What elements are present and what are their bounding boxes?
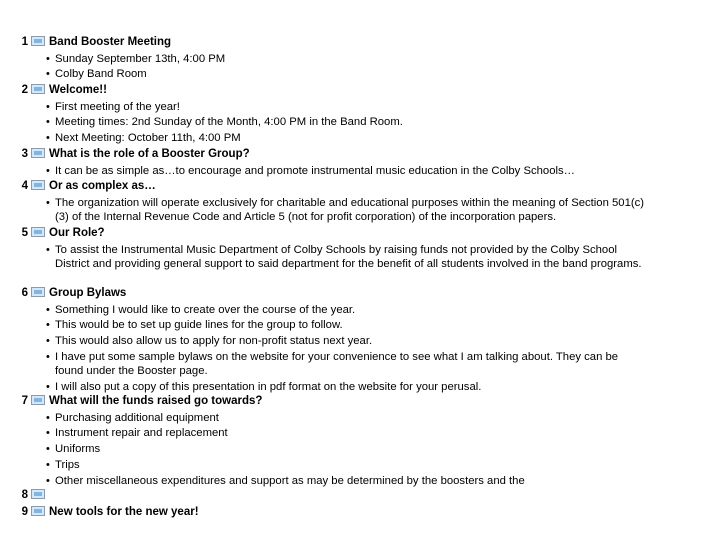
bullet-dot-icon: •	[46, 196, 50, 209]
bullet-item: • Purchasing additional equipment	[46, 411, 219, 424]
bullet-dot-icon: •	[46, 116, 50, 129]
bullet-item: • Meeting times: 2nd Sunday of the Month, 4:00 PM in the Band Room.	[46, 116, 403, 129]
slide-number: 2	[21, 84, 28, 96]
slide-title: What is the role of a Booster Group?	[49, 148, 250, 160]
slide-number: 7	[21, 395, 28, 407]
bullet-dot-icon: •	[46, 132, 50, 145]
slide-number: 9	[21, 506, 28, 518]
bullet-dot-icon: •	[46, 100, 50, 113]
slide-thumbnail-icon[interactable]	[31, 489, 45, 499]
bullet-item: • I will also put a copy of this presentation in pdf format on the website for your perusal.	[46, 380, 482, 393]
bullet-item: • Sunday September 13th, 4:00 PM	[46, 52, 226, 65]
slide-title: Our Role?	[49, 227, 105, 239]
slide-1[interactable]	[0, 34, 720, 82]
bullet-list	[0, 196, 720, 224]
slide-7[interactable]	[0, 393, 720, 488]
bullet-list	[0, 164, 720, 178]
bullet-dot-icon: •	[46, 68, 50, 81]
slide-2[interactable]	[0, 82, 720, 145]
slide-thumbnail-icon[interactable]	[31, 395, 45, 405]
slide-title: Group Bylaws	[49, 287, 127, 299]
bullet-item: • This would also allow us to apply for non-profit status next year.	[46, 335, 373, 348]
slide-title: What will the funds raised go towards?	[49, 395, 263, 407]
bullet-dot-icon: •	[46, 427, 50, 440]
bullet-dot-icon: •	[46, 458, 50, 471]
bullet-list	[0, 303, 720, 395]
bullet-item: • The organization will operate exclusively for charitable and educational purposes within the meaning of Section 501(c)(3) of the Internal Revenue Code and Article 5 (not for profit corporation) of the incorporation papers.	[46, 196, 645, 223]
slide-8[interactable]	[0, 487, 720, 503]
bullet-dot-icon: •	[46, 319, 50, 332]
slide-9[interactable]	[0, 504, 720, 520]
bullet-dot-icon: •	[46, 303, 50, 316]
bullet-item: • This would be to set up guide lines for the group to follow.	[46, 319, 343, 332]
slide-thumbnail-icon[interactable]	[31, 180, 45, 190]
slide-thumbnail-icon[interactable]	[31, 287, 45, 297]
bullet-dot-icon: •	[46, 380, 50, 393]
bullet-list	[0, 243, 720, 271]
slide-number: 1	[21, 36, 28, 48]
slide-6[interactable]	[0, 285, 720, 394]
slide-thumbnail-icon[interactable]	[31, 148, 45, 158]
slide-thumbnail-icon[interactable]	[31, 506, 45, 516]
bullet-item: • First meeting of the year!	[46, 100, 180, 113]
bullet-item: • Colby Band Room	[46, 68, 147, 81]
bullet-dot-icon: •	[46, 243, 50, 256]
slide-number: 5	[21, 227, 28, 239]
slide-number: 6	[21, 287, 28, 299]
slide-title: New tools for the new year!	[49, 506, 199, 518]
bullet-item: • To assist the Instrumental Music Department of Colby Schools by raising funds not provided by the Colby School District and providing general support to said department for the benefit of all students involved in the band programs.	[46, 243, 642, 270]
slide-title: Or as complex as…	[49, 180, 156, 192]
slide-title: Welcome!!	[49, 84, 107, 96]
bullet-item: • Trips	[46, 458, 80, 471]
bullet-item: • I have put some sample bylaws on the website for your convenience to see what I am talking about. They can be found under the Booster page.	[46, 350, 619, 378]
bullet-dot-icon: •	[46, 52, 50, 65]
slide-thumbnail-icon[interactable]	[31, 84, 45, 94]
bullet-item: • Uniforms	[46, 443, 101, 456]
bullet-dot-icon: •	[46, 411, 50, 424]
slide-thumbnail-icon[interactable]	[31, 36, 45, 46]
slide-number: 3	[21, 148, 28, 160]
slide-number: 8	[21, 489, 28, 501]
bullet-dot-icon: •	[46, 164, 50, 177]
bullet-dot-icon: •	[46, 474, 50, 487]
slide-3[interactable]	[0, 146, 720, 178]
bullet-list	[0, 52, 720, 82]
slide-4[interactable]	[0, 178, 720, 224]
bullet-dot-icon: •	[46, 335, 50, 348]
bullet-list	[0, 411, 720, 488]
bullet-item: • Next Meeting: October 11th, 4:00 PM	[46, 132, 241, 145]
slide-thumbnail-icon[interactable]	[31, 227, 45, 237]
bullet-dot-icon: •	[46, 350, 50, 363]
slide-title: Band Booster Meeting	[49, 36, 172, 48]
bullet-list	[0, 100, 720, 146]
bullet-item: • Instrument repair and replacement	[46, 427, 228, 440]
bullet-item: • Other miscellaneous expenditures and support as may be determined by the boosters and the	[46, 474, 525, 487]
bullet-dot-icon: •	[46, 443, 50, 456]
bullet-item: • Something I would like to create over the course of the year.	[46, 303, 356, 316]
slide-number: 4	[21, 180, 28, 192]
bullet-item: • It can be as simple as…to encourage and promote instrumental music education in the Colby Schools…	[46, 164, 575, 177]
slide-5[interactable]	[0, 225, 720, 271]
